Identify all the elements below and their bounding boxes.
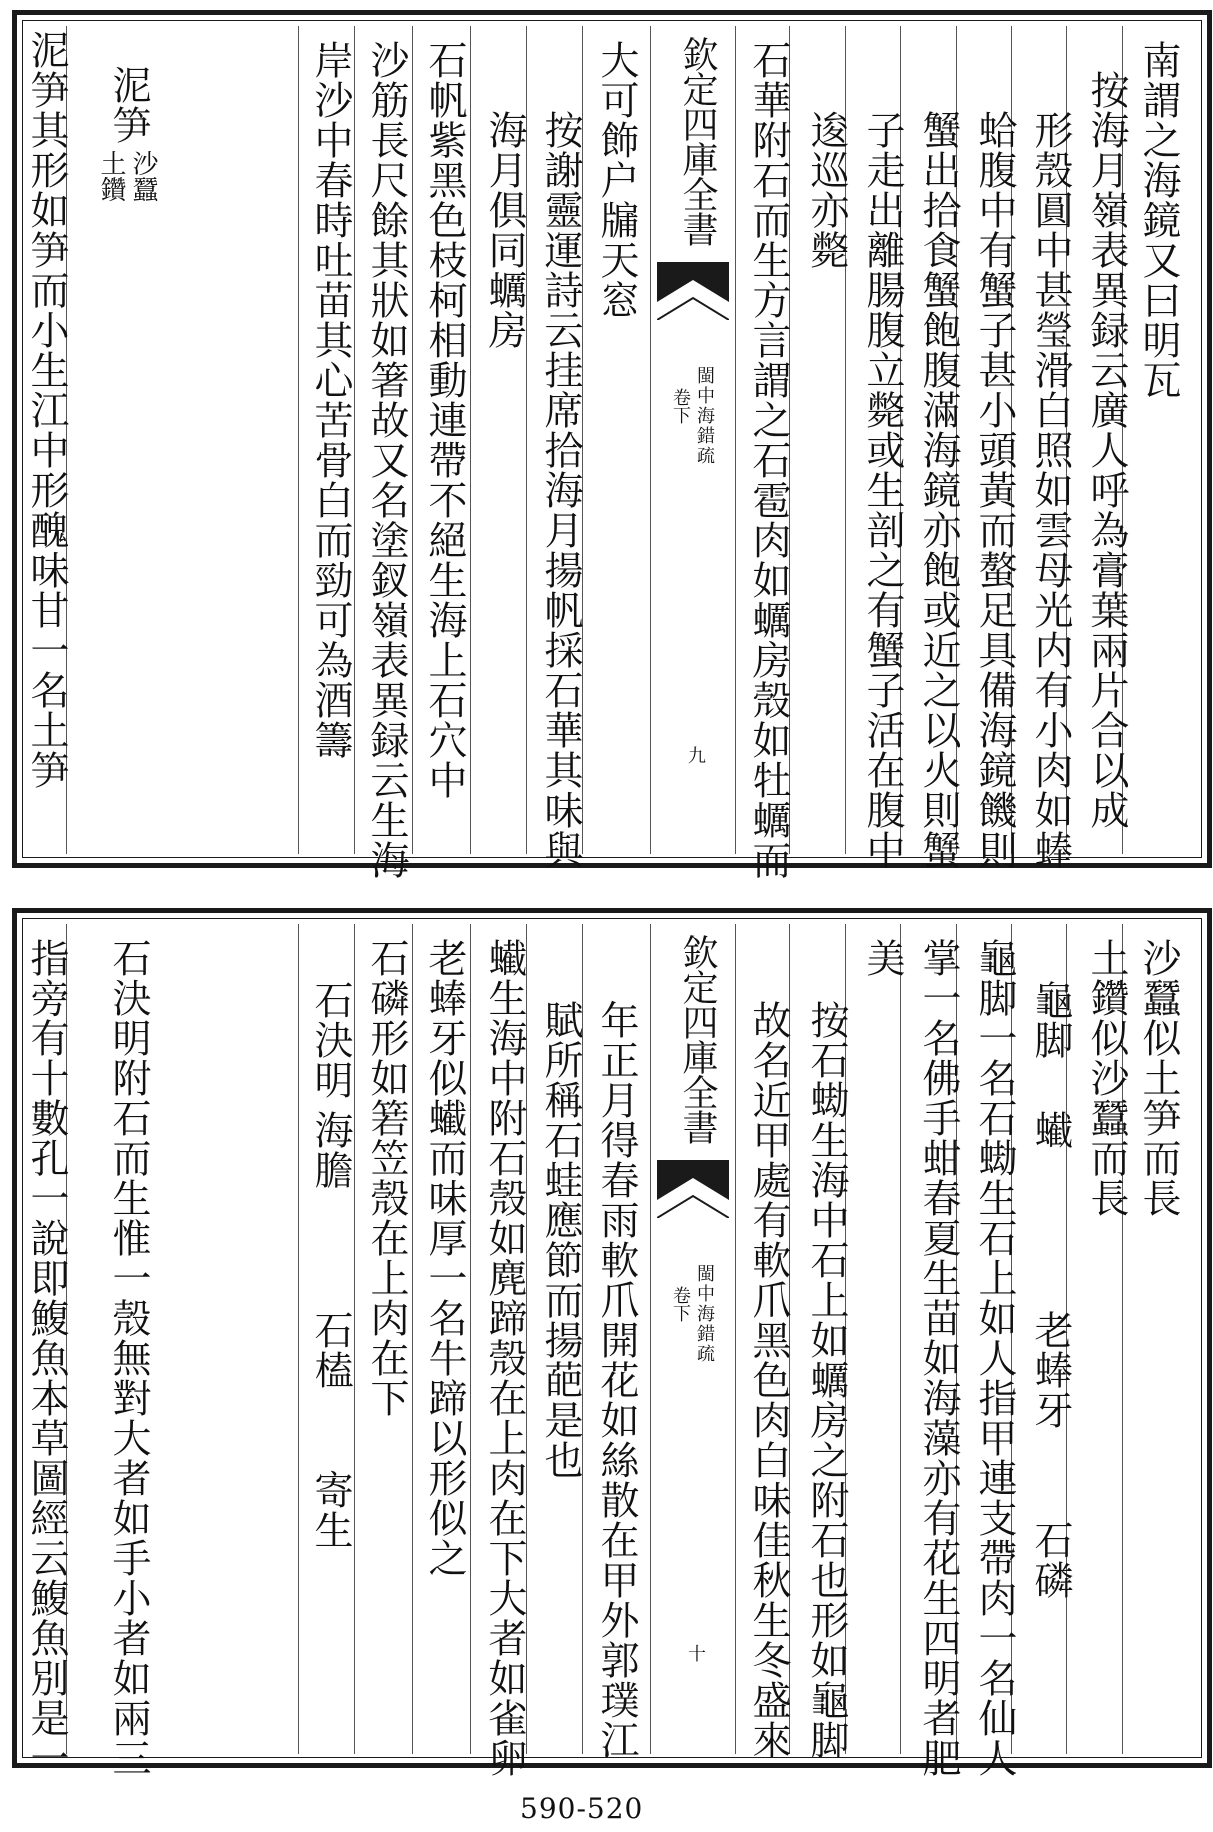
column-rule [470, 26, 471, 854]
text-column: 石決明附石而生惟一殼無對大者如手小者如兩三 [106, 938, 151, 1778]
center-volume: 卷下 [670, 388, 691, 424]
text-column-heading: 石決明 [308, 980, 353, 1100]
page-number: 590-520 [520, 1792, 644, 1825]
heading-item: 海膽 [308, 1110, 353, 1190]
text-column: 形殼圓中甚瑩滑白照如雲母光内有小肉如蜯 [1028, 110, 1073, 870]
center-volume: 卷下 [670, 1286, 691, 1322]
text-column: 年正月得春雨軟爪開花如絲散在甲外郭璞江 [594, 1000, 639, 1760]
column-rule [354, 924, 355, 1754]
text-column: 大可飾户牖天窓 [594, 40, 639, 320]
center-source-title: 閩中海錯疏 [694, 1264, 715, 1364]
text-column: 石華附石而生方言謂之石雹肉如蠣房殼如牡蠣而 [746, 40, 791, 880]
text-column: 蟹出拾食蟹飽腹滿海鏡亦飽或近之以火則蟹 [916, 110, 961, 870]
fishtail-mark-icon [657, 1160, 729, 1218]
text-column: 南謂之海鏡又曰明瓦 [1136, 40, 1181, 400]
text-column: 逡巡亦斃 [804, 110, 849, 270]
text-column: 蛤腹中有蟹子甚小頭黃而螯足具備海鏡饑則 [972, 110, 1017, 870]
text-column: 泥笋其形如笋而小生江中形醜味甘一名土笋 [24, 30, 69, 790]
text-column: 故名近甲處有軟爪黑色肉白味佳秋生冬盛來 [746, 1000, 791, 1760]
text-column: 子走出離腸腹立斃或生剖之有蟹子活在腹中 [860, 110, 905, 870]
text-column: 海月俱同蠣房 [482, 110, 527, 350]
text-column: 按石蜐生海中石上如蠣房之附石也形如龜脚 [804, 1000, 849, 1760]
column-rule [298, 924, 299, 1754]
text-column: 按謝靈運詩云挂席拾海月揚帆採石華其味與 [538, 110, 583, 870]
text-column: 沙蠶似土笋而長 [1136, 938, 1181, 1218]
center-folio-number: 十 [685, 1644, 706, 1662]
heading-item: 寄生 [308, 1470, 353, 1550]
text-column: 岸沙中春時吐苗其心苦骨白而勁可為酒籌 [308, 40, 353, 760]
column-rule [354, 26, 355, 854]
text-column: 指旁有十數孔一說即鰒魚本草圖經云鰒魚別是一 [24, 938, 69, 1778]
column-rule [412, 924, 413, 1754]
column-rule [900, 924, 901, 1754]
text-column: 美 [860, 938, 905, 978]
text-column: 賦所稱石蛙應節而揚葩是也 [538, 1000, 583, 1480]
center-title: 欽定四庫全書 [677, 36, 718, 246]
column-rule [298, 26, 299, 854]
fishtail-mark-icon [657, 262, 729, 320]
center-title: 欽定四庫全書 [677, 934, 718, 1144]
column-rule [412, 26, 413, 854]
text-column: 石帆紫黑色枝柯相動連帶不絕生海上石穴中 [422, 40, 467, 800]
center-source-title: 閩中海錯疏 [694, 366, 715, 466]
text-column: 掌一名佛手蚶春夏生苗如海藻亦有花生四明者肥 [916, 938, 961, 1778]
text-column: 按海月嶺表異録云廣人呼為膏葉兩片合以成 [1084, 70, 1129, 830]
text-column-heading: 龜脚 [1028, 980, 1073, 1060]
text-column-heading: 泥笋 [106, 65, 151, 145]
heading-item: 石榼 [308, 1310, 353, 1390]
text-column: 龜脚一名石蜐生石上如人指甲連支帶肉一名仙人 [972, 938, 1017, 1778]
text-column: 沙筋長尺餘其狀如箸故又名塗釵嶺表異録云生海 [364, 40, 409, 880]
small-note: 土鑽 [96, 150, 126, 202]
text-column: 蠘生海中附石殼如麂蹄殼在上肉在下大者如雀卵 [482, 938, 527, 1778]
text-column: 石磷形如箬笠殼在上肉在下 [364, 938, 409, 1418]
heading-item: 老蜯牙 [1028, 1310, 1073, 1430]
heading-item: 蠘 [1028, 1110, 1073, 1150]
column-rule [470, 924, 471, 1754]
small-note: 沙蠶 [128, 150, 158, 202]
heading-item: 石磷 [1028, 1520, 1073, 1600]
center-folio-number: 九 [685, 746, 706, 764]
center-fold-strip [650, 924, 736, 1754]
text-column: 土鑽似沙蠶而長 [1084, 938, 1129, 1218]
text-column: 老蜯牙似蠘而味厚一名牛蹄以形似之 [422, 938, 467, 1578]
center-fold-strip [650, 26, 736, 854]
